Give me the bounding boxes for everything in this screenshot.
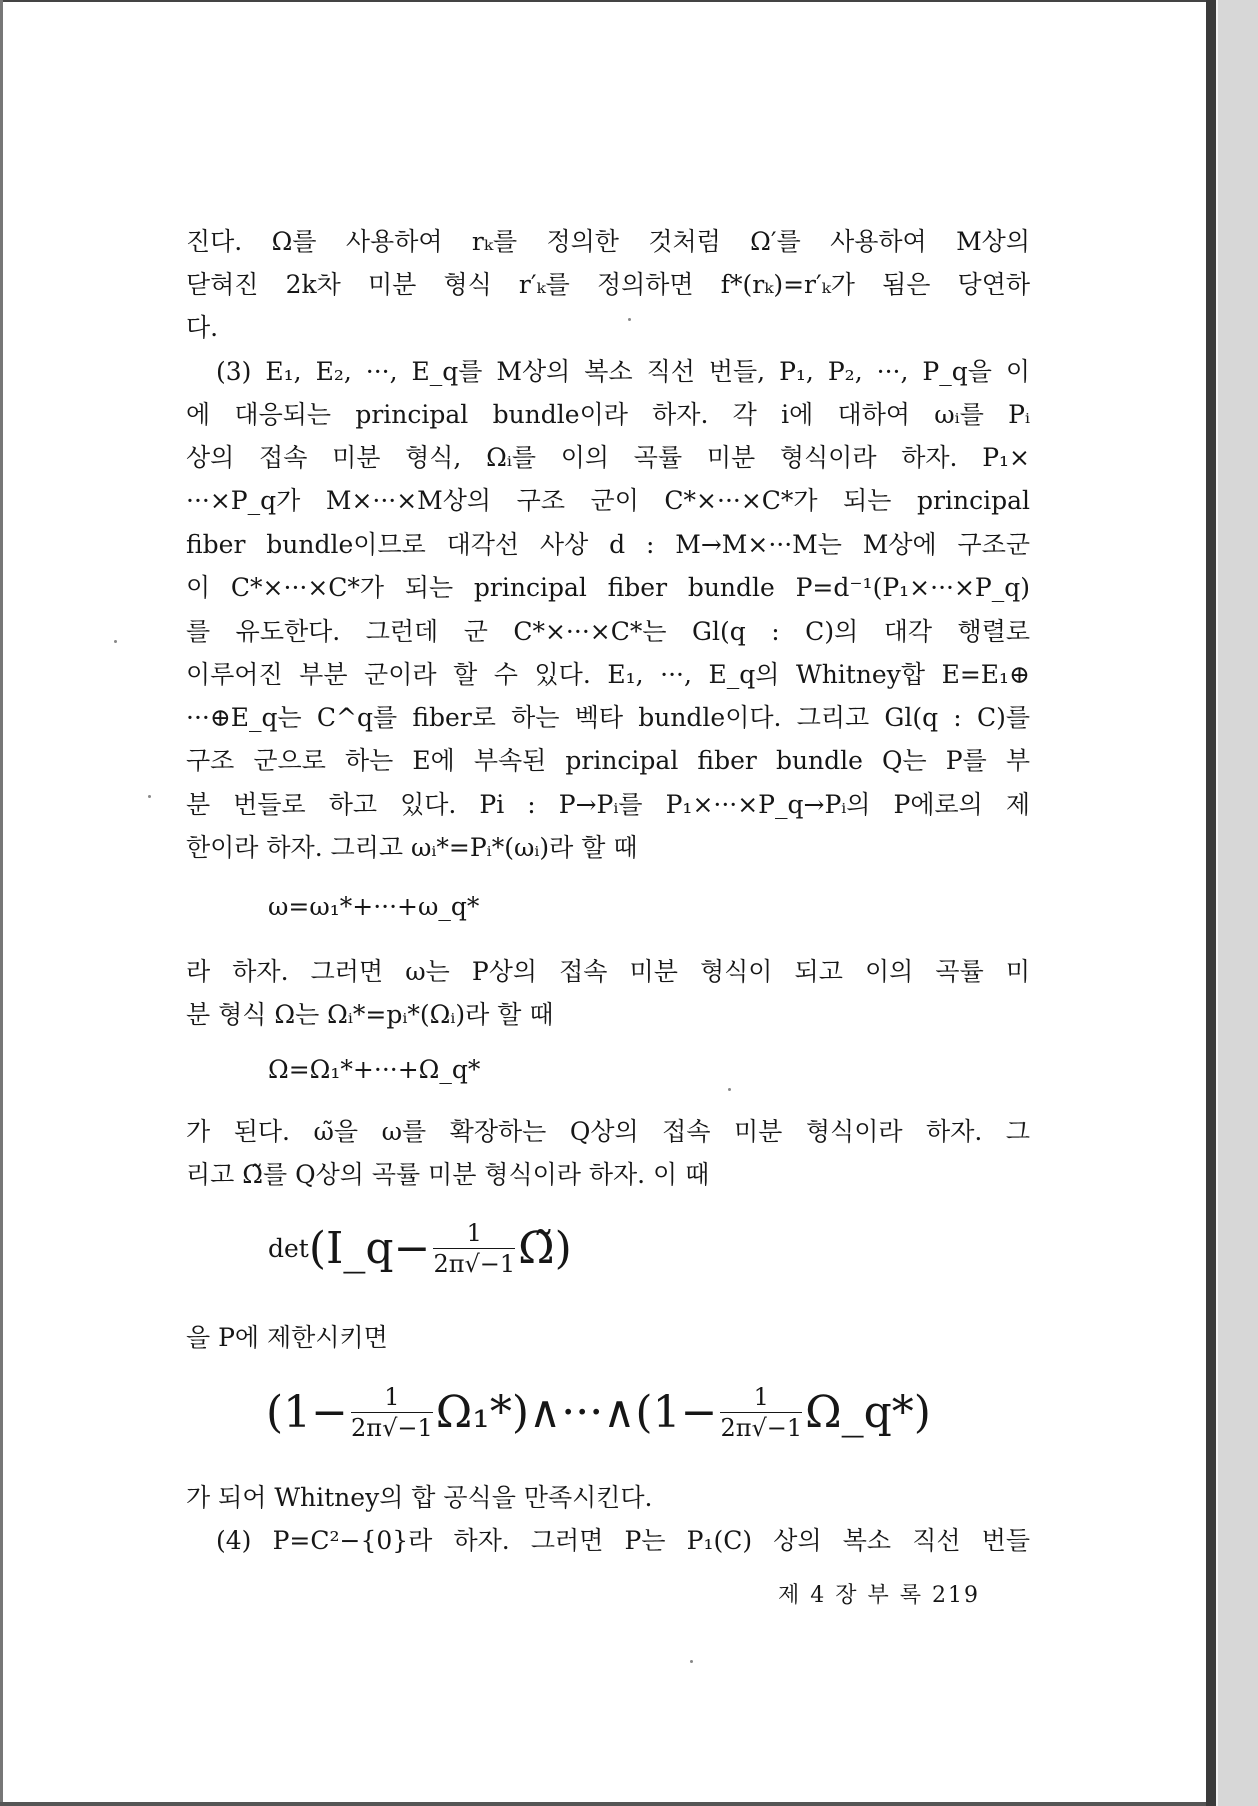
fraction (351, 1382, 433, 1443)
fraction (720, 1382, 802, 1443)
product-left-open: (1− (266, 1387, 349, 1438)
text-line: 한이라 하자. 그리고 ωᵢ*=Pᵢ*(ωᵢ)라 할 때 (186, 833, 638, 862)
det-close: Ω̃) (518, 1223, 572, 1274)
text-line: 상의 접속 미분 형식, Ωᵢ를 이의 곡률 미분 형식이라 하자. P₁× (186, 443, 1030, 472)
fraction-numerator: 1 (720, 1382, 802, 1413)
text-line: ···⊕E_q는 C^q를 fiber로 하는 벡타 bundle이다. 그리고 Gl(q : C)를 (186, 703, 1030, 732)
text-line: ···×P_q가 M×···×M상의 구조 군이 C*×···×C*가 되는 principal (186, 486, 1030, 515)
text-line: 가 된다. ω̃을 ω를 확장하는 Q상의 접속 미분 형식이라 하자. 그 (186, 1117, 1030, 1146)
text-line: (4) P=C²−{0}라 하자. 그러면 P는 P₁(C) 상의 복소 직선 번들 (216, 1526, 1030, 1555)
det-open: (I_q− (308, 1223, 431, 1274)
text-line: 분 번들로 하고 있다. Pi : P→Pᵢ를 P₁×···×P_q→Pᵢ의 P에로의 제 (186, 790, 1030, 819)
text-line: 다. (186, 313, 219, 342)
text-line: 에 대응되는 principal bundle이라 하자. 각 i에 대하여 ωᵢ를 Pᵢ (186, 400, 1030, 429)
text-line: 가 되어 Whitney의 합 공식을 만족시킨다. (186, 1483, 653, 1512)
equation-product (266, 1382, 931, 1443)
text-line: fiber bundle이므로 대각선 사상 d : M→M×···M는 M상에 구조군 (186, 530, 1030, 559)
fraction (433, 1218, 515, 1279)
fraction-denominator: 2π√−1 (351, 1414, 433, 1442)
text-line: (3) E₁, E₂, ···, E_q를 M상의 복소 직선 번들, P₁, P₂, ···, P_q을 이 (216, 357, 1030, 386)
page-edge-shadow (1206, 0, 1216, 1806)
text-line: 이 C*×···×C*가 되는 principal fiber bundle P=d⁻¹(P₁×···×P_q) (186, 573, 1030, 602)
text-line: 분 형식 Ω는 Ωᵢ*=pᵢ*(Ωᵢ)라 할 때 (186, 1000, 554, 1029)
equation-determinant (268, 1218, 572, 1279)
product-middle: Ω₁*)∧···∧(1− (435, 1387, 718, 1438)
scan-speck (114, 640, 117, 643)
scan-speck (148, 795, 151, 798)
scan-speck (628, 318, 631, 321)
viewer-margin (1216, 0, 1258, 1806)
text-line: 리고 Ω̃를 Q상의 곡률 미분 형식이라 하자. 이 때 (186, 1160, 710, 1189)
page-bottom-border (0, 1802, 1206, 1806)
product-right-close: Ω_q*) (805, 1387, 931, 1438)
fraction-numerator: 1 (433, 1218, 515, 1249)
fraction-denominator: 2π√−1 (720, 1414, 803, 1442)
page-left-border (0, 0, 3, 1806)
fraction-numerator: 1 (351, 1382, 433, 1413)
fraction-denominator: 2π√−1 (433, 1250, 516, 1278)
text-line: 닫혀진 2k차 미분 형식 r′ₖ를 정의하면 f*(rₖ)=r′ₖ가 됨은 당연하 (186, 270, 1030, 299)
viewer-margin-line (1216, 0, 1218, 1806)
equation-omega-sum: ω=ω₁*+···+ω_q* (268, 892, 480, 921)
scan-speck (728, 1088, 731, 1091)
text-line: 이루어진 부분 군이라 할 수 있다. E₁, ···, E_q의 Whitney합 E=E₁⊕ (186, 660, 1030, 689)
scan-speck (690, 1660, 693, 1663)
text-line: 을 P에 제한시키면 (186, 1323, 388, 1352)
text-line: 라 하자. 그러면 ω는 P상의 접속 미분 형식이 되고 이의 곡률 미 (186, 957, 1030, 986)
text-line: 를 유도한다. 그런데 군 C*×···×C*는 Gl(q : C)의 대각 행렬로 (186, 617, 1030, 646)
text-line: 진다. Ω를 사용하여 rₖ를 정의한 것처럼 Ω′를 사용하여 M상의 (186, 227, 1030, 256)
equation-curvature-sum: Ω=Ω₁*+···+Ω_q* (268, 1055, 481, 1084)
det-label: det (268, 1234, 309, 1263)
text-line: 구조 군으로 하는 E에 부속된 principal fiber bundle Q는 P를 부 (186, 746, 1030, 775)
page-top-border (0, 0, 1206, 2)
page-footer: 제 4 장 부 록 219 (778, 1583, 980, 1608)
